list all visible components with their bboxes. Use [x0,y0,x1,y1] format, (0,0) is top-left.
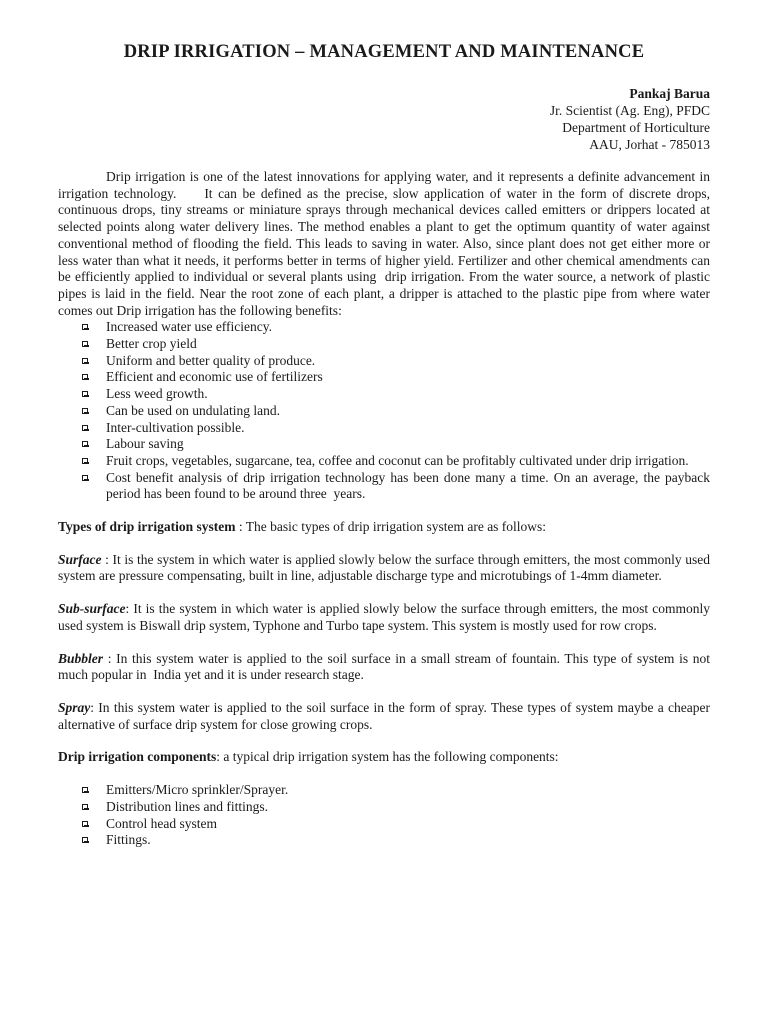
document-title: DRIP IRRIGATION – MANAGEMENT AND MAINTENANCE [123,42,645,62]
author-address: AAU, Jorhat - 785013 [589,137,710,152]
bullet-icon [82,408,88,414]
bullet-icon [82,821,88,827]
list-item-text: Efficient and economic use of fertilizers [106,369,323,385]
spray-paragraph [58,700,710,733]
list-item [106,470,710,503]
list-item [106,336,710,353]
author-block [58,85,710,153]
bubbler-text: : In this system water is applied to the soil surface in a small stream of fountain. This type of system is not much popular in India yet and it is under research stage. [58,650,710,683]
list-item-text: Control head system [106,815,217,831]
spray-text: : In this system water is applied to the soil surface in the form of spray. These types of system maybe a cheaper alternative of surface drip system for close growing crops. [58,699,710,732]
components-paragraph [58,749,710,766]
list-item-text: Uniform and better quality of produce. [106,352,316,368]
bubbler-term: Bubbler [58,650,104,666]
subsurface-paragraph [58,601,710,634]
types-text: : The basic types of drip irrigation system are as follows: [235,519,547,535]
components-heading: Drip irrigation components [58,749,217,765]
list-item [106,319,710,336]
surface-term: Surface [58,551,102,567]
list-item-text: Emitters/Micro sprinkler/Sprayer. [106,782,289,798]
author-position: Jr. Scientist (Ag. Eng), PFDC [549,103,710,118]
list-item-text: Inter-cultivation possible. [106,419,245,435]
types-heading: Types of drip irrigation system [58,519,236,535]
list-item-text: Labour saving [106,436,184,452]
types-paragraph [58,519,710,536]
list-item [106,799,710,816]
components-text: : a typical drip irrigation system has the following components: [216,749,559,765]
list-item [106,436,710,453]
bullet-icon [82,391,88,397]
list-item-text: Can be used on undulating land. [106,402,280,418]
list-item-text: Distribution lines and fittings. [106,798,268,814]
list-item-text: Cost benefit analysis of drip irrigation technology has been done many a time. On an average, the payback period has been found to be around three years. [106,469,710,502]
components-list [58,782,710,849]
spacer [58,585,710,601]
list-item [106,816,710,833]
list-item-text: Less weed growth. [106,386,208,402]
spacer [58,536,710,552]
bullet-icon [82,324,88,330]
spacer [58,635,710,651]
list-item [106,353,710,370]
subsurface-text: : It is the system in which water is applied slowly below the surface through emitters, the most commonly used system is Biswall drip system, Typhone and Turbo tape system. This system is mostly used for row crops. [58,601,710,633]
bullet-icon [82,358,88,364]
intro-paragraph: Drip irrigation is one of the latest innovations for applying water, and it represents a definite advancement in irrigation technology. It can be defined as the precise, slow application of water in the form of discrete drops, continuous drops, tiny streams or miniature sprays through mechanical devices called emitters or drippers located at selected points along water delivery lines. The method enables a plant to get the optimum quantity of water against conventional method of flooding the field. This leads to saving in water. Also, since plant does not get either more or less water than what it needs, it performs better in terms of higher yield. Fertilizer and other chemical amendments can be efficiently applied to individual or several plants using drip irrigation. From the water source, a network of plastic pipes is laid in the field. Near the root zone of each plant, a dripper is attached to the plastic pipe from where water comes out Drip irrigation has the following benefits: [58,169,710,318]
bullet-icon [82,441,88,447]
bullet-icon [82,787,88,793]
list-item-text: Fittings. [106,832,151,848]
benefits-list [58,319,710,503]
bullet-icon [82,458,88,464]
bullet-icon [82,374,88,380]
author-name: Pankaj Barua [629,86,710,101]
list-item [106,782,710,799]
spacer [58,766,710,782]
bubbler-paragraph [58,651,710,684]
bullet-icon [82,804,88,810]
bullet-icon [82,475,88,481]
list-item [106,420,710,437]
spacer [58,733,710,749]
list-item [106,369,710,386]
author-department: Department of Horticulture [562,120,710,135]
surface-text: : It is the system in which water is applied slowly below the surface through emitters, the most commonly used system are pressure compensating, built in line, adjustable discharge type and microtubings of 1-4mm diameter. [58,551,710,584]
list-item [106,403,710,420]
bullet-icon [82,341,88,347]
spacer [58,503,710,519]
list-item-text: Increased water use efficiency. [106,319,273,335]
surface-paragraph [58,552,710,585]
list-item [106,832,710,849]
bullet-icon [82,837,88,843]
list-item [106,453,710,470]
list-item-text: Fruit crops, vegetables, sugarcane, tea, coffee and coconut can be profitably cultivated under drip irrigation. [106,452,689,468]
spray-term: Spray [58,699,91,715]
subsurface-term: Sub-surface [58,601,126,617]
list-item [106,386,710,403]
list-item-text: Better crop yield [106,336,197,352]
spacer [58,684,710,700]
bullet-icon [82,425,88,431]
